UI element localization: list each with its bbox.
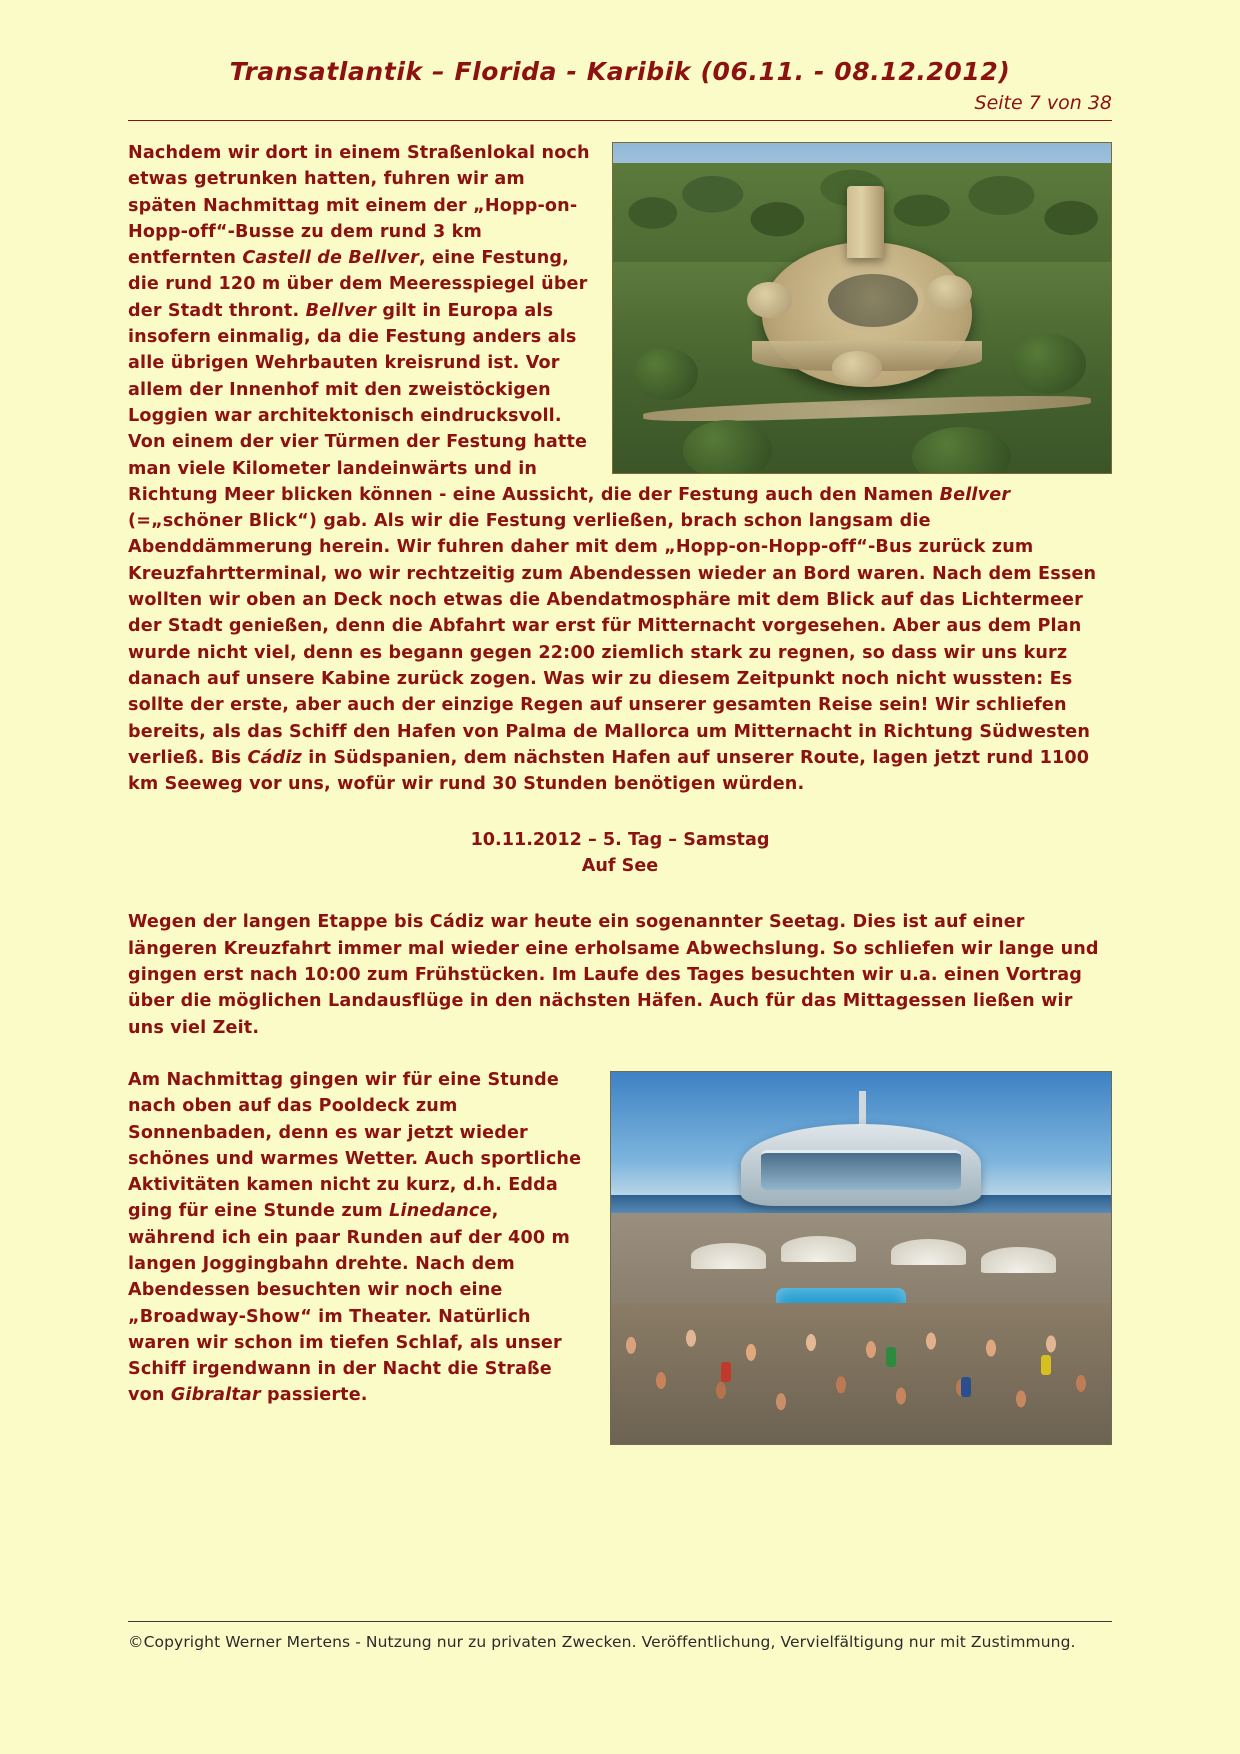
italic-bellver-2: Bellver — [939, 484, 1011, 505]
pooldeck-section — [128, 1067, 1112, 1409]
photo-bastion-front — [832, 351, 882, 384]
photo-person — [1041, 1355, 1051, 1375]
para-text-part: , eine Festung, die rund 120 m über dem Meeresspiegel über der Stadt thront. — [128, 248, 588, 321]
copyright-text: Copyright Werner Mertens - Nutzung nur zu privaten Zwecken. Veröffentlichung, Vervielfältigung nur mit Zustimmung. — [143, 1633, 1076, 1651]
page-number-label: Seite 7 von 38 — [974, 91, 1112, 114]
page-content — [128, 140, 1112, 1451]
photo-keep-tower — [847, 186, 884, 259]
day-heading — [128, 827, 1112, 879]
photo-umbrella — [781, 1236, 856, 1262]
figure-pooldeck — [610, 1071, 1112, 1445]
page-header — [0, 58, 1240, 128]
photo-umbrella — [981, 1247, 1056, 1273]
italic-cadiz: Cádiz — [247, 747, 302, 768]
photo-bastion-left — [747, 282, 792, 318]
photo-tree — [683, 420, 773, 474]
photo-tree — [633, 348, 698, 401]
photo-person — [886, 1347, 896, 1367]
spacer — [128, 1041, 1112, 1067]
day-heading-location: Auf See — [581, 856, 659, 877]
italic-gibraltar: Gibraltar — [170, 1385, 261, 1406]
para-text-part: , während ich ein paar Runden auf der 400 m langen Joggingbahn drehte. Nach dem Abendessen besuchten wir noch eine „Broadway-Show“ im Theater. Natürlich waren wir schon im tiefen Schlaf, als unser Schiff irgendwann in der Nacht die Straße von — [128, 1201, 570, 1406]
header-divider — [128, 120, 1112, 121]
photo-tree — [1011, 334, 1086, 393]
spacer — [128, 879, 1112, 909]
photo-person — [961, 1377, 971, 1397]
italic-linedance: Linedance — [389, 1201, 492, 1222]
document-title: Transatlantik – Florida - Karibik (06.11. - 08.12.2012) — [229, 57, 1011, 86]
castle-section — [128, 140, 1112, 797]
photo-umbrella — [691, 1243, 766, 1269]
page-footer — [128, 1621, 1112, 1654]
para-text-part: passierte. — [260, 1385, 368, 1406]
photo-person — [721, 1362, 731, 1382]
day-heading-date: 10.11.2012 – 5. Tag – Samstag — [470, 830, 770, 851]
figure-castell-de-bellver — [612, 142, 1112, 474]
para-text-part: in Südspanien, dem nächsten Hafen auf unserer Route, lagen jetzt rund 1100 km Seeweg vor uns, wofür wir rund 30 Stunden benötigen würden. — [128, 747, 1090, 795]
copyright-notice — [128, 1631, 1112, 1654]
photo-umbrella — [891, 1239, 966, 1265]
photo-inner-courtyard — [822, 268, 924, 333]
photo-bastion-right — [927, 275, 972, 311]
copyright-symbol: © — [128, 1633, 144, 1651]
paragraph-seetag: Wegen der langen Etappe bis Cádiz war heute ein sogenannter Seetag. Dies ist auf einer längeren Kreuzfahrt immer mal wieder eine erholsame Abwechslung. So schliefen wir lange und gingen erst nach 10:00 zum Frühstücken. Im Laufe des Tages besuchten wir u.a. einen Vortrag über die möglichen Landausflüge in den nächsten Häfen. Auch für das Mittagessen ließen wir uns viel Zeit. — [128, 912, 1099, 1038]
para-text-part: Nachdem wir dort in einem Straßenlokal noch etwas getrunken hatten, fuhren wir am späten Nachmittag mit einem der „Hopp-on-Hopp-off“-Busse zu dem rund 3 km entfernten — [128, 143, 590, 269]
para-text-part: Am Nachmittag gingen wir für eine Stunde nach oben auf das Pooldeck zum Sonnenbaden, denn es war jetzt wieder schönes und warmes Wetter. Auch sportliche Aktivitäten kamen nicht zu kurz, d.h. Edda ging für eine Stunde zum — [128, 1069, 582, 1222]
footer-divider — [128, 1621, 1112, 1622]
italic-castell-de-bellver: Castell de Bellver — [242, 248, 419, 269]
para-text-part: (=„schöner Blick“) gab. Als wir die Festung verließen, brach schon langsam die Abenddämmerung herein. Wir fuhren daher mit dem „Hopp-on-Hopp-off“-Bus zurück zum Kreuzfahrtterminal, wo wir rechtzeitig zum Abendessen wieder an Bord waren. Nach dem Essen wollten wir oben an Deck noch etwas die Abendatmosphäre mit dem Blick auf das Lichtermeer der Stadt genießen, denn die Abfahrt war erst für Mitternacht vorgesehen. Aber aus dem Plan wurde nicht viel, denn es begann gegen 22:00 ziemlich stark zu regnen, so dass wir uns kurz danach auf unsere Kabine zurück zogen. Was wir zu diesem Zeitpunkt noch nicht wussten: Es sollte der erste, aber auch der einzige Regen auf unserer gesamten Reise sein! Wir schliefen bereits, als das Schiff den Hafen von Palma de Mallorca um Mitternacht in Richtung Südwesten verließ. Bis — [128, 511, 1097, 768]
para-text-part: gilt in Europa als insofern einmalig, da die Festung anders als alle übrigen Wehrbauten kreisrund ist. Vor allem der Innenhof mit den zweistöckigen Loggien war architektonisch eindrucksvoll. Von einem der vier Türmen der Festung hatte man viele Kilometer landeinwärts und in Richtung Meer blicken können - eine Aussicht, die der Festung auch den Namen — [128, 300, 940, 505]
photo-crowd — [611, 1303, 1111, 1444]
italic-bellver-1: Bellver — [305, 300, 377, 321]
photo-observation-windows — [761, 1150, 961, 1190]
